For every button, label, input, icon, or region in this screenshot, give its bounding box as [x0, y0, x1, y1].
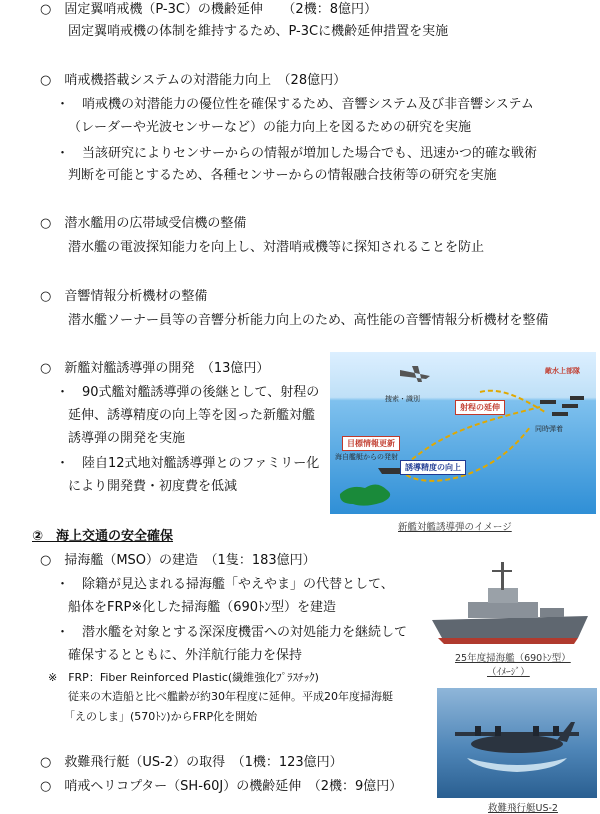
item-us2-title: ○ 救難飛行艇（US-2）の取得 （1機：123億円） — [40, 755, 343, 770]
launch-label: 海自艦艇からの発射 — [335, 453, 398, 461]
simultaneous-label: 同時弾着 — [535, 425, 563, 433]
item-asw-title: ○ 哨戒機搭載システムの対潜能力向上 （28億円） — [40, 73, 347, 88]
frp-note: ※ FRP：Fiber Reinforced Plastic(繊維強化ﾌﾟﾗｽﾁｯｸ) — [48, 671, 319, 684]
enemy-label: 敵水上部隊 — [545, 367, 580, 375]
item-asw-bullet2-line1: ・ 当該研究によりセンサーからの情報が増加した場合でも、迅速かつ的確な戦術 — [56, 146, 538, 161]
section-2-heading: ② 海上交通の安全確保 — [32, 529, 174, 544]
minesweeper-caption-line1: 25年度掃海艦（690ﾄﾝ型） — [455, 653, 571, 664]
item-missile-bullet2-line1: ・ 陸自12式地対艦誘導弾とのファミリー化 — [56, 456, 320, 471]
minesweeper-caption-line2: （ｲﾒｰｼﾞ） — [487, 667, 530, 678]
us2-flying-boat-icon — [437, 688, 597, 798]
item-acoustic-desc: 潜水艦ソーナー員等の音響分析能力向上のため、高性能の音響情報分析機材を整備 — [68, 313, 549, 328]
item-mso-bullet2-line1: ・ 潜水艦を対象とする深深度機雷への対処能力を継続して — [56, 625, 408, 640]
item-mso-bullet2-line2: 確保するとともに、外洋航行能力を保持 — [68, 648, 303, 663]
item-p3c-desc: 固定翼哨戒機の体制を維持するため、P-3Cに機齢延伸措置を実施 — [68, 24, 449, 39]
minesweeper-figure — [428, 554, 598, 648]
item-asw-bullet1-line2: （レーダーや光波センサーなど）の能力向上を図るための研究を実施 — [68, 120, 472, 135]
frp-note-line3: 「えのしま」(570ﾄﾝ)からFRP化を開始 — [64, 710, 258, 723]
item-sh60-title: ○ 哨戒ヘリコプター（SH-60J）の機齢延伸 （2機：9億円） — [40, 779, 403, 794]
missile-figure — [330, 352, 596, 514]
us2-caption: 救難飛行艇US-2 — [488, 803, 558, 814]
item-missile-title: ○ 新艦対艦誘導弾の開発 （13億円） — [40, 361, 270, 376]
item-acoustic-title: ○ 音響情報分析機材の整備 — [40, 289, 208, 304]
item-missile-bullet1-line3: 誘導弾の開発を実施 — [68, 431, 186, 446]
frp-note-line2: 従来の木造船と比べ艦齢が約30年程度に延伸。平成20年度掃海艇 — [68, 690, 393, 703]
range-label: 射程の延伸 — [455, 400, 505, 415]
accuracy-label: 誘導精度の向上 — [400, 460, 466, 475]
item-missile-bullet1-line1: ・ 90式艦対艦誘導弾の後継として、射程の — [56, 385, 320, 400]
item-p3c-title: ○ 固定翼哨戒機（P-3C）の機齢延伸 （2機：8億円） — [40, 2, 377, 17]
item-mso-title: ○ 掃海艦（MSO）の建造 （1隻：183億円） — [40, 553, 316, 568]
item-mso-bullet1-line1: ・ 除籍が見込まれる掃海艦「やえやま」の代替として、 — [56, 577, 394, 592]
item-asw-bullet2-line2: 判断を可能とするため、各種センサーからの情報融合技術等の研究を実施 — [68, 168, 497, 183]
item-missile-bullet2-line2: により開発費・初度費を低減 — [68, 479, 238, 494]
minesweeper-ship-icon — [428, 554, 598, 648]
search-label: 捜索・識別 — [385, 395, 420, 403]
item-sub-receiver-desc: 潜水艦の電波探知能力を向上し、対潜哨戒機等に探知されることを防止 — [68, 240, 485, 255]
item-asw-bullet1-line1: ・ 哨戒機の対潜能力の優位性を確保するため、音響システム及び非音響システム — [56, 97, 534, 112]
us2-figure — [437, 688, 597, 798]
item-missile-bullet1-line2: 延伸、誘導精度の向上等を図った新艦対艦 — [68, 408, 316, 423]
target-update-label: 目標情報更新 — [342, 436, 400, 451]
item-sub-receiver-title: ○ 潜水艦用の広帯域受信機の整備 — [40, 216, 247, 231]
missile-figure-caption: 新艦対艦誘導弾のイメージ — [398, 522, 512, 533]
item-mso-bullet1-line2: 船体をFRP※化した掃海艦（690ﾄﾝ型）を建造 — [68, 600, 337, 615]
